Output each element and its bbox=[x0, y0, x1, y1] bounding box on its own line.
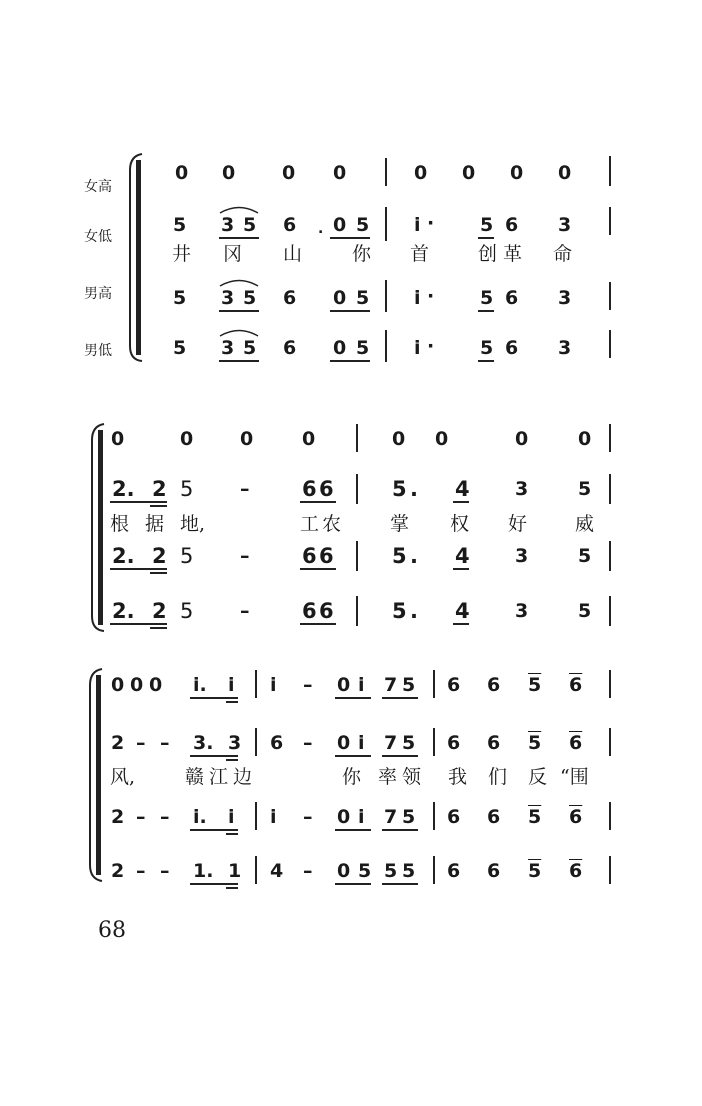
s1-soprano-note: 0 bbox=[333, 162, 347, 184]
s3-soprano-note: – bbox=[303, 674, 313, 696]
underline bbox=[335, 883, 371, 885]
s2-soprano-note: 0 bbox=[435, 428, 449, 450]
lyric: 江 bbox=[209, 766, 229, 788]
s1-soprano-note: 0 bbox=[510, 162, 524, 184]
lyric: 率 bbox=[378, 766, 398, 788]
s3-soprano-note: 5 bbox=[528, 674, 542, 696]
lyric: 创 bbox=[478, 243, 498, 265]
lyric: 农 bbox=[322, 513, 342, 535]
s1-tenor-note: 5 bbox=[356, 287, 370, 309]
s3-alto-note: i bbox=[358, 732, 365, 754]
lyric: 你 bbox=[352, 243, 372, 265]
s2-bass-note: 5 bbox=[392, 599, 407, 623]
barline bbox=[356, 424, 358, 452]
s1-alto-note: 5 bbox=[356, 214, 370, 236]
lyric: “围 bbox=[560, 766, 589, 788]
s2-alto-note: 6 bbox=[319, 477, 334, 501]
lyric: 首 bbox=[410, 243, 430, 265]
dot: . bbox=[318, 221, 324, 237]
s1-alto-note: 5 bbox=[243, 214, 257, 236]
part-label-tenor: 男高 bbox=[84, 286, 112, 302]
s2-bass-note: 2 bbox=[152, 599, 167, 623]
underline bbox=[478, 310, 494, 312]
s1-alto-note: 5 bbox=[173, 214, 187, 236]
underline bbox=[330, 310, 370, 312]
part-label-alto: 女低 bbox=[84, 229, 112, 245]
underline bbox=[453, 568, 469, 570]
underline bbox=[335, 697, 371, 699]
underline bbox=[226, 759, 238, 761]
s1-bass-note: 5 bbox=[356, 337, 370, 359]
s3-soprano-note: i. bbox=[193, 674, 207, 696]
s3-tenor-note: i bbox=[270, 806, 277, 828]
s3-tenor-note: 7 bbox=[384, 806, 398, 828]
s1-soprano-note: 0 bbox=[222, 162, 236, 184]
s3-soprano-note: i bbox=[228, 674, 235, 696]
barline bbox=[609, 474, 611, 504]
s1-bass-note: 6 bbox=[505, 337, 519, 359]
s2-alto-note: 5 bbox=[392, 477, 407, 501]
barline bbox=[609, 156, 611, 186]
part-label-bass: 男低 bbox=[84, 343, 112, 359]
underline bbox=[110, 501, 167, 503]
underline bbox=[190, 697, 238, 699]
s1-soprano-note: 0 bbox=[414, 162, 428, 184]
s1-alto-note: 3 bbox=[558, 214, 572, 236]
s1-tenor-note: 6 bbox=[505, 287, 519, 309]
s1-alto-note: 5 bbox=[480, 214, 494, 236]
slur bbox=[218, 277, 260, 287]
lyric: 你 bbox=[342, 766, 362, 788]
lyric: 冈 bbox=[223, 243, 243, 265]
s2-bass-note: 5 bbox=[180, 599, 194, 623]
lyric: 工 bbox=[300, 513, 320, 535]
s1-tenor-note: 0 bbox=[333, 287, 347, 309]
s2-tenor-note: 3 bbox=[515, 545, 529, 567]
underline bbox=[150, 572, 167, 574]
s2-tenor-note: . bbox=[410, 544, 418, 568]
barline bbox=[385, 330, 387, 362]
s1-tenor-note: 6 bbox=[283, 287, 297, 309]
s2-soprano-note: 0 bbox=[302, 428, 316, 450]
lyric: 山 bbox=[283, 243, 303, 265]
s3-bass-note: 6 bbox=[487, 860, 501, 882]
underline bbox=[110, 623, 167, 625]
s3-alto-note: 5 bbox=[402, 732, 416, 754]
dot: · bbox=[427, 335, 435, 357]
s3-tenor-note: 6 bbox=[447, 806, 461, 828]
underline bbox=[382, 829, 418, 831]
underline bbox=[190, 829, 238, 831]
s3-bass-note: 0 bbox=[337, 860, 351, 882]
s3-tenor-note: 6 bbox=[487, 806, 501, 828]
s2-bass-note: . bbox=[410, 599, 418, 623]
lyric: 地, bbox=[180, 513, 206, 535]
underline bbox=[453, 623, 469, 625]
s2-alto-note: 4 bbox=[455, 477, 470, 501]
underline bbox=[330, 360, 370, 362]
s2-tenor-note: 4 bbox=[455, 544, 470, 568]
s2-alto-note: 5 bbox=[180, 477, 194, 501]
barline bbox=[356, 474, 358, 504]
s3-alto-note: 6 bbox=[270, 732, 284, 754]
s3-soprano-note: 7 bbox=[384, 674, 398, 696]
underline bbox=[300, 623, 336, 625]
underline bbox=[226, 833, 238, 835]
underline bbox=[478, 360, 494, 362]
s1-bass-note: 3 bbox=[221, 337, 235, 359]
s3-alto-note: – bbox=[160, 732, 170, 754]
s3-bass-note: 5 bbox=[402, 860, 416, 882]
s3-tenor-note: 6 bbox=[569, 806, 583, 828]
s3-bass-note: 4 bbox=[270, 860, 284, 882]
lyric: 掌 bbox=[390, 513, 410, 535]
underline bbox=[219, 360, 259, 362]
underline bbox=[219, 237, 259, 239]
s2-alto-note: – bbox=[240, 478, 250, 500]
s3-alto-note: – bbox=[136, 732, 146, 754]
s2-soprano-note: 0 bbox=[392, 428, 406, 450]
s3-alto-note: 5 bbox=[528, 732, 542, 754]
s2-alto-note: . bbox=[410, 477, 418, 501]
underline bbox=[335, 829, 371, 831]
underline bbox=[335, 755, 371, 757]
s3-alto-note: 6 bbox=[487, 732, 501, 754]
underline bbox=[330, 237, 370, 239]
barline bbox=[609, 802, 611, 830]
lyric: 根 bbox=[110, 513, 130, 535]
s1-tenor-note: 3 bbox=[221, 287, 235, 309]
s3-alto-note: 3. bbox=[193, 732, 214, 754]
system-1-brace bbox=[126, 150, 148, 365]
barline bbox=[255, 856, 257, 884]
lyric: 反 bbox=[528, 766, 548, 788]
s2-bass-note: 6 bbox=[319, 599, 334, 623]
barline bbox=[255, 728, 257, 756]
lyric: 威 bbox=[575, 513, 595, 535]
underline bbox=[226, 701, 238, 703]
s2-tenor-note: 6 bbox=[302, 544, 317, 568]
s2-alto-note: 2 bbox=[152, 477, 167, 501]
s3-tenor-note: 5 bbox=[402, 806, 416, 828]
s2-soprano-note: 0 bbox=[111, 428, 125, 450]
underline bbox=[150, 505, 167, 507]
underline bbox=[190, 883, 238, 885]
s3-tenor-note: i bbox=[358, 806, 365, 828]
s1-bass-note: 5 bbox=[243, 337, 257, 359]
s2-soprano-note: 0 bbox=[578, 428, 592, 450]
s3-soprano-note: 0 bbox=[149, 674, 163, 696]
s3-bass-note: 6 bbox=[569, 860, 583, 882]
lyric: 井 bbox=[172, 243, 192, 265]
s3-bass-note: – bbox=[136, 860, 146, 882]
s1-bass-note: 6 bbox=[283, 337, 297, 359]
underline bbox=[300, 501, 336, 503]
s3-tenor-note: i. bbox=[193, 806, 207, 828]
barline bbox=[609, 330, 611, 358]
s3-bass-note: 5 bbox=[528, 860, 542, 882]
s3-bass-note: – bbox=[303, 860, 313, 882]
barline bbox=[356, 541, 358, 571]
barline bbox=[609, 541, 611, 571]
lyric: 据 bbox=[145, 513, 165, 535]
underline bbox=[190, 755, 238, 757]
s2-soprano-note: 0 bbox=[240, 428, 254, 450]
lyric: 好 bbox=[508, 513, 528, 535]
part-label-soprano: 女高 bbox=[84, 179, 112, 195]
s2-tenor-note: 5 bbox=[578, 545, 592, 567]
s3-tenor-note: – bbox=[303, 806, 313, 828]
s3-bass-note: 1. bbox=[193, 860, 214, 882]
s2-alto-note: 6 bbox=[302, 477, 317, 501]
s2-alto-note: 2. bbox=[112, 477, 135, 501]
s1-bass-note: 3 bbox=[558, 337, 572, 359]
s3-soprano-note: i bbox=[358, 674, 365, 696]
barline bbox=[255, 670, 257, 698]
s2-bass-note: 6 bbox=[302, 599, 317, 623]
barline bbox=[609, 728, 611, 756]
s1-tenor-note: 3 bbox=[558, 287, 572, 309]
s3-tenor-note: – bbox=[136, 806, 146, 828]
s3-tenor-note: 0 bbox=[337, 806, 351, 828]
s3-soprano-note: 0 bbox=[111, 674, 125, 696]
underline bbox=[478, 237, 494, 239]
s1-alto-note: 6 bbox=[505, 214, 519, 236]
s2-tenor-note: – bbox=[240, 545, 250, 567]
barline bbox=[255, 802, 257, 830]
s2-bass-note: – bbox=[240, 600, 250, 622]
s3-soprano-note: 6 bbox=[569, 674, 583, 696]
s3-tenor-note: – bbox=[160, 806, 170, 828]
s3-alto-note: 3 bbox=[228, 732, 242, 754]
barline bbox=[385, 207, 387, 241]
barline bbox=[609, 207, 611, 235]
s3-bass-note: 5 bbox=[358, 860, 372, 882]
s3-alto-note: 2 bbox=[111, 732, 125, 754]
barline bbox=[609, 596, 611, 626]
system-2-brace bbox=[88, 420, 110, 635]
s3-soprano-note: 6 bbox=[487, 674, 501, 696]
page-number: 68 bbox=[98, 918, 126, 943]
barline bbox=[433, 856, 435, 884]
s3-soprano-note: 5 bbox=[402, 674, 416, 696]
s1-bass-note: 5 bbox=[173, 337, 187, 359]
s3-soprano-note: i bbox=[270, 674, 277, 696]
s2-bass-note: 2. bbox=[112, 599, 135, 623]
s2-tenor-note: 6 bbox=[319, 544, 334, 568]
lyric: 赣 bbox=[185, 766, 205, 788]
underline bbox=[382, 755, 418, 757]
lyric: 革 bbox=[503, 243, 523, 265]
s1-bass-note: 0 bbox=[333, 337, 347, 359]
s3-soprano-note: 0 bbox=[130, 674, 144, 696]
s1-alto-note: i bbox=[414, 214, 421, 236]
s3-alto-note: 7 bbox=[384, 732, 398, 754]
lyric: 权 bbox=[450, 513, 470, 535]
slur bbox=[218, 204, 260, 214]
s2-tenor-note: 5 bbox=[180, 544, 194, 568]
s1-soprano-note: 0 bbox=[462, 162, 476, 184]
barline bbox=[609, 424, 611, 452]
lyric: 边 bbox=[233, 766, 253, 788]
s3-alto-note: 6 bbox=[447, 732, 461, 754]
s1-alto-note: 3 bbox=[221, 214, 235, 236]
barline bbox=[385, 158, 387, 186]
barline bbox=[433, 670, 435, 698]
s1-alto-note: 0 bbox=[333, 214, 347, 236]
s3-bass-note: 2 bbox=[111, 860, 125, 882]
lyric: 我 bbox=[448, 766, 468, 788]
s3-bass-note: – bbox=[160, 860, 170, 882]
s2-bass-note: 5 bbox=[578, 600, 592, 622]
system-3-brace bbox=[86, 665, 108, 885]
s1-tenor-note: 5 bbox=[173, 287, 187, 309]
s3-bass-note: 5 bbox=[384, 860, 398, 882]
s3-tenor-note: 2 bbox=[111, 806, 125, 828]
barline bbox=[609, 670, 611, 698]
barline bbox=[609, 856, 611, 884]
barline bbox=[385, 280, 387, 312]
s3-bass-note: 1 bbox=[228, 860, 242, 882]
s1-tenor-note: 5 bbox=[480, 287, 494, 309]
underline bbox=[453, 501, 469, 503]
s3-alto-note: – bbox=[303, 732, 313, 754]
underline bbox=[382, 697, 418, 699]
s2-alto-note: 5 bbox=[578, 478, 592, 500]
underline bbox=[219, 310, 259, 312]
s2-alto-note: 3 bbox=[515, 478, 529, 500]
s3-tenor-note: 5 bbox=[528, 806, 542, 828]
lyric: 风, bbox=[110, 766, 136, 788]
s3-bass-note: 6 bbox=[447, 860, 461, 882]
underline bbox=[382, 883, 418, 885]
barline bbox=[433, 802, 435, 830]
s2-bass-note: 4 bbox=[455, 599, 470, 623]
s3-alto-note: 0 bbox=[337, 732, 351, 754]
barline bbox=[433, 728, 435, 756]
lyric: 命 bbox=[553, 243, 573, 265]
dot: · bbox=[427, 285, 435, 307]
slur bbox=[218, 327, 260, 337]
underline bbox=[110, 568, 167, 570]
s1-alto-note: 6 bbox=[283, 214, 297, 236]
s1-soprano-note: 0 bbox=[175, 162, 189, 184]
lyric: 们 bbox=[488, 766, 508, 788]
s1-soprano-note: 0 bbox=[282, 162, 296, 184]
s3-alto-note: 6 bbox=[569, 732, 583, 754]
s3-soprano-note: 0 bbox=[337, 674, 351, 696]
underline bbox=[300, 568, 336, 570]
s2-soprano-note: 0 bbox=[515, 428, 529, 450]
s3-soprano-note: 6 bbox=[447, 674, 461, 696]
s2-tenor-note: 2. bbox=[112, 544, 135, 568]
s2-tenor-note: 5 bbox=[392, 544, 407, 568]
s3-tenor-note: i bbox=[228, 806, 235, 828]
s1-bass-note: 5 bbox=[480, 337, 494, 359]
s1-tenor-note: i bbox=[414, 287, 421, 309]
barline bbox=[609, 282, 611, 310]
lyric: 领 bbox=[402, 766, 422, 788]
underline bbox=[226, 887, 238, 889]
s1-tenor-note: 5 bbox=[243, 287, 257, 309]
s1-soprano-note: 0 bbox=[558, 162, 572, 184]
barline bbox=[356, 596, 358, 626]
s2-tenor-note: 2 bbox=[152, 544, 167, 568]
s2-bass-note: 3 bbox=[515, 600, 529, 622]
s2-soprano-note: 0 bbox=[180, 428, 194, 450]
dot: · bbox=[427, 212, 435, 234]
s1-bass-note: i bbox=[414, 337, 421, 359]
underline bbox=[150, 627, 167, 629]
